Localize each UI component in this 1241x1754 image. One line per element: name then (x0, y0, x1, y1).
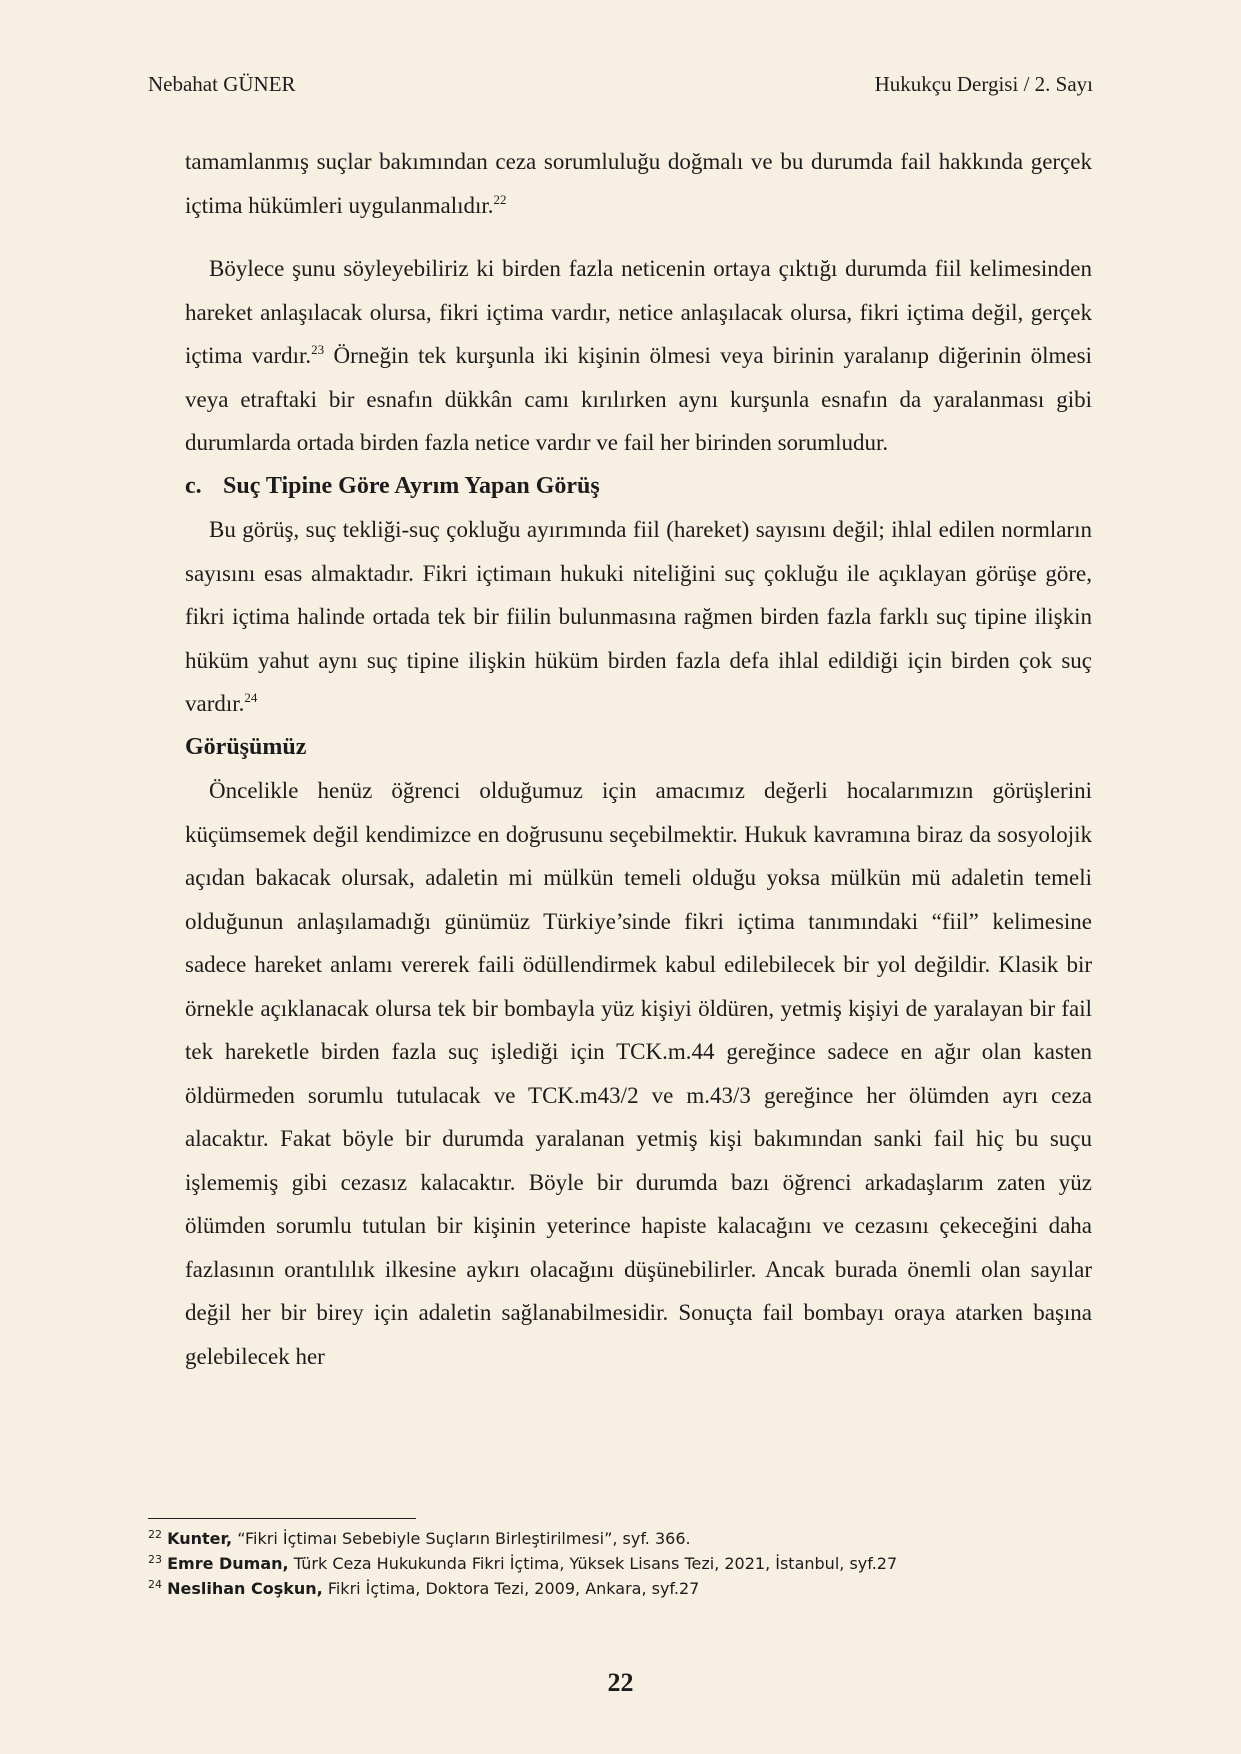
paragraph-2-text-a: Böylece şunu söyleyebiliriz ki birden fazla neticenin ortaya çıktığı durumda fiil kelimesinden hareket anlaşılacak olursa, fikri içtima vardır, netice anlaşılacak olursa, fikri içtima değil, gerçek içtima vardır. (185, 256, 1092, 368)
footnote-author: Emre Duman, (167, 1554, 289, 1573)
footnote-22 (148, 1526, 1108, 1551)
heading-text: Suç Tipine Göre Ayrım Yapan Görüş (223, 472, 600, 499)
footnote-number: 24 (148, 1578, 162, 1591)
footnotes (148, 1526, 1108, 1601)
footnote-23 (148, 1551, 1108, 1576)
footnote-number: 23 (148, 1553, 162, 1566)
footnote-author: Kunter, (167, 1529, 233, 1548)
paragraph-1-text: tamamlanmış suçlar bakımından ceza sorumluluğu doğmalı ve bu durumda fail hakkında gerçek içtima hükümleri uygulanmalıdır. (185, 149, 1092, 218)
section-heading-gorusumuz: Görüşümüz (185, 733, 307, 760)
paragraph-3-text: Bu görüş, suç tekliği-suç çokluğu ayırımında fiil (hareket) sayısını değil; ihlal edilen normların sayısını esas almaktadır. Fikri içtimaın hukuki niteliğini suç çokluğu ile açıklayan görüşe göre, fikri içtima halinde ortada tek bir fiilin bulunmasına rağmen birden fazla farklı suç tipine ilişkin hüküm yahut aynı suç tipine ilişkin hüküm birden fazla defa ihlal edildiği için birden çok suç vardır. (185, 517, 1092, 716)
running-header (148, 72, 1093, 97)
footnote-text: “Fikri İçtimaı Sebebiyle Suçların Birleştirilmesi”, syf. 366. (232, 1529, 691, 1548)
header-journal: Hukukçu Dergisi / 2. Sayı (874, 72, 1093, 96)
paragraph-1 (185, 140, 1092, 227)
paragraph-2 (185, 247, 1092, 465)
paragraph-2-text-b: Örneğin tek kurşunla iki kişinin ölmesi veya birinin yaralanıp diğerinin ölmesi veya etraftaki bir esnafın dükkân camı kırılırken aynı kurşunla esnafın da yaralanması gibi durumlarda ortada birden fazla netice vardır ve fail her birinden sorumludur. (185, 343, 1092, 455)
header-author: Nebahat GÜNER (148, 72, 296, 96)
paragraph-3 (185, 508, 1092, 726)
section-heading-c (185, 465, 1092, 509)
footnote-divider (148, 1518, 416, 1519)
footnote-author: Neslihan Coşkun, (167, 1579, 323, 1598)
heading-marker: c. (185, 472, 202, 499)
footnote-text: Türk Ceza Hukukunda Fikri İçtima, Yüksek Lisans Tezi, 2021, İstanbul, syf.27 (288, 1554, 898, 1573)
footnote-text: Fikri İçtima, Doktora Tezi, 2009, Ankara, syf.27 (322, 1579, 700, 1598)
footnote-24 (148, 1576, 1108, 1601)
footnote-ref-22[interactable]: 22 (493, 191, 507, 207)
body-text (185, 140, 1092, 1378)
paragraph-4: Öncelikle henüz öğrenci olduğumuz için amacımız değerli hocalarımızın görüşlerini küçümsemek değil kendimizce en doğrusunu seçebilmektir. Hukuk kavramına biraz da sosyolojik açıdan bakacak olursak, adaletin mi mülkün temeli olduğu yoksa mülkün mü adaletin temeli olduğunun anlaşılamadığı günümüz Türkiye’sinde fikri içtima tanımındaki “fiil” kelimesine sadece hareket anlamı vererek faili ödüllendirmek kabul edilebilecek bir yol değildir. Klasik bir örnekle açıklanacak olursa tek bir bombayla yüz kişiyi öldüren, yetmiş kişiyi de yaralayan bir fail tek hareketle birden fazla suç işlediği için TCK.m.44 gereğince sadece en ağır olan kasten öldürmeden sorumlu tutulacak ve TCK.m43/2 ve m.43/3 gereğince her ölümden ayrı ceza alacaktır. Fakat böyle bir durumda yaralanan yetmiş kişi bakımından sanki fail hiç bu suçu işlememiş gibi cezasız kalacaktır. Böyle bir durumda bazı öğrenci arkadaşlarım zaten yüz ölümden sorumlu tutulan bir kişinin yeterince hapiste kalacağını ve cezasını çekeceğini daha fazlasının orantılılık ilkesine aykırı olacağını düşünebilirler. Ancak burada önemli olan sayılar değil her bir birey için adaletin sağlanabilmesidir. Sonuçta fail bombayı oraya atarken başına gelebilecek her (185, 778, 1092, 1369)
footnote-number: 22 (148, 1528, 162, 1541)
footnote-ref-23[interactable]: 23 (311, 342, 325, 357)
page-number: 22 (607, 1668, 634, 1697)
footnote-ref-24[interactable]: 24 (244, 690, 258, 705)
